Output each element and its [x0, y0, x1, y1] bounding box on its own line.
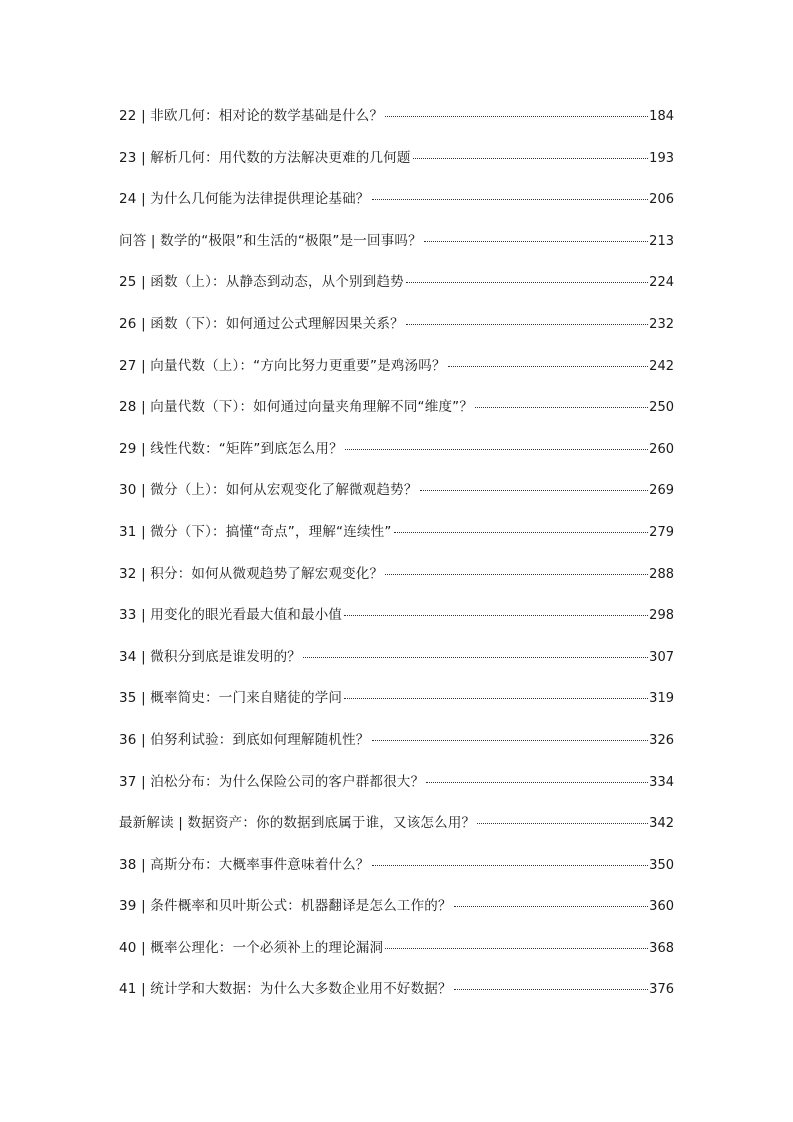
toc-entry[interactable]: [119, 605, 674, 647]
toc-entry-page: 224: [649, 275, 674, 291]
toc-entry-title: 26 | 函数（下）：如何通过公式理解因果关系？: [119, 315, 404, 332]
toc-entry[interactable]: [119, 106, 674, 148]
dot-leader: [454, 989, 648, 990]
toc-entry-page: 368: [649, 940, 674, 956]
dot-leader: [406, 324, 648, 325]
toc-entry-page: 242: [649, 358, 674, 374]
toc-entry-title: 41 | 统计学和大数据：为什么大多数企业用不好数据？: [119, 981, 452, 998]
toc-entry[interactable]: [119, 938, 674, 980]
toc-entry[interactable]: [119, 397, 674, 439]
table-of-contents: [119, 106, 674, 1021]
dot-leader: [372, 740, 649, 741]
toc-entry-page: 360: [649, 899, 674, 915]
toc-entry[interactable]: [119, 356, 674, 398]
toc-entry-page: 250: [649, 400, 674, 416]
toc-entry[interactable]: [119, 314, 674, 356]
toc-entry-title: 40 | 概率公理化：一个必须补上的理论漏洞: [119, 939, 384, 956]
toc-entry-title: 30 | 微分（上）：如何从宏观变化了解微观趋势？: [119, 482, 418, 499]
dot-leader: [420, 490, 649, 491]
dot-leader: [426, 782, 648, 783]
toc-entry[interactable]: [119, 855, 674, 897]
toc-entry-page: 269: [649, 483, 674, 499]
dot-leader: [406, 282, 648, 283]
toc-entry-page: 307: [649, 649, 674, 665]
dot-leader: [385, 948, 648, 949]
dot-leader: [303, 657, 648, 658]
toc-entry-title: 28 | 向量代数（下）：如何通过向量夹角理解不同“维度”？: [119, 399, 474, 416]
toc-entry[interactable]: [119, 148, 674, 190]
dot-leader: [448, 366, 649, 367]
toc-entry-page: 193: [649, 150, 674, 166]
toc-entry[interactable]: [119, 439, 674, 481]
dot-leader: [372, 865, 649, 866]
toc-entry[interactable]: [119, 813, 674, 855]
dot-leader: [475, 407, 648, 408]
toc-entry-title: 37 | 泊松分布：为什么保险公司的客户群都很大？: [119, 773, 425, 790]
toc-entry-page: 184: [649, 109, 674, 124]
toc-entry-title: 29 | 线性代数：“矩阵”到底怎么用？: [119, 440, 343, 457]
toc-entry-page: 260: [649, 441, 674, 457]
dot-leader: [344, 615, 648, 616]
toc-entry-title: 38 | 高斯分布：大概率事件意味着什么？: [119, 856, 370, 873]
toc-entry-title: 问答 | 数学的“极限”和生活的“极限”是一回事吗？: [119, 232, 422, 249]
toc-entry-title: 33 | 用变化的眼光看最大值和最小值: [119, 607, 343, 624]
toc-entry[interactable]: [119, 772, 674, 814]
toc-entry-title: 23 | 解析几何：用代数的方法解决更难的几何题: [119, 149, 411, 166]
dot-leader: [344, 698, 648, 699]
toc-entry-page: 206: [649, 192, 674, 208]
toc-entry[interactable]: [119, 979, 674, 1021]
toc-entry[interactable]: [119, 564, 674, 606]
dot-leader: [454, 906, 648, 907]
toc-entry-title: 32 | 积分：如何从微观趋势了解宏观变化？: [119, 565, 384, 582]
toc-entry-page: 350: [649, 857, 674, 873]
toc-entry-page: 376: [649, 982, 674, 998]
toc-entry-page: 334: [649, 774, 674, 790]
toc-entry-title: 31 | 微分（下）：搞懂“奇点”，理解“连续性”: [119, 523, 392, 540]
dot-leader: [345, 449, 648, 450]
toc-entry-page: 279: [649, 524, 674, 540]
dot-leader: [413, 158, 649, 159]
toc-entry[interactable]: [119, 647, 674, 689]
toc-entry-title: 25 | 函数（上）：从静态到动态，从个别到趋势: [119, 274, 404, 291]
dot-leader: [385, 116, 648, 117]
toc-entry-title: 36 | 伯努利试验：到底如何理解随机性？: [119, 731, 370, 748]
toc-entry[interactable]: [119, 231, 674, 273]
toc-entry-page: 213: [649, 233, 674, 249]
toc-entry-title: 39 | 条件概率和贝叶斯公式：机器翻译是怎么工作的？: [119, 898, 452, 915]
dot-leader: [385, 574, 648, 575]
toc-entry-title: 24 | 为什么几何能为法律提供理论基础？: [119, 191, 370, 208]
toc-entry[interactable]: [119, 730, 674, 772]
toc-entry-title: 最新解读 | 数据资产：你的数据到底属于谁，又该怎么用？: [119, 815, 476, 832]
dot-leader: [477, 823, 648, 824]
toc-entry-page: 232: [649, 316, 674, 332]
toc-entry-page: 342: [649, 816, 674, 832]
toc-entry-page: 288: [649, 566, 674, 582]
toc-entry-title: 22 | 非欧几何：相对论的数学基础是什么？: [119, 108, 384, 124]
dot-leader: [394, 532, 649, 533]
toc-entry-title: 34 | 微积分到底是谁发明的？: [119, 648, 302, 665]
toc-entry-page: 319: [649, 691, 674, 707]
toc-entry[interactable]: [119, 272, 674, 314]
dot-leader: [424, 241, 648, 242]
toc-entry-page: 326: [649, 732, 674, 748]
toc-entry[interactable]: [119, 189, 674, 231]
toc-entry-title: 27 | 向量代数（上）：“方向比努力更重要”是鸡汤吗？: [119, 357, 446, 374]
toc-entry[interactable]: [119, 480, 674, 522]
toc-entry[interactable]: [119, 522, 674, 564]
toc-entry-page: 298: [649, 608, 674, 624]
toc-entry[interactable]: [119, 688, 674, 730]
dot-leader: [372, 199, 649, 200]
toc-entry[interactable]: [119, 896, 674, 938]
toc-entry-title: 35 | 概率简史：一门来自赌徒的学问: [119, 690, 343, 707]
